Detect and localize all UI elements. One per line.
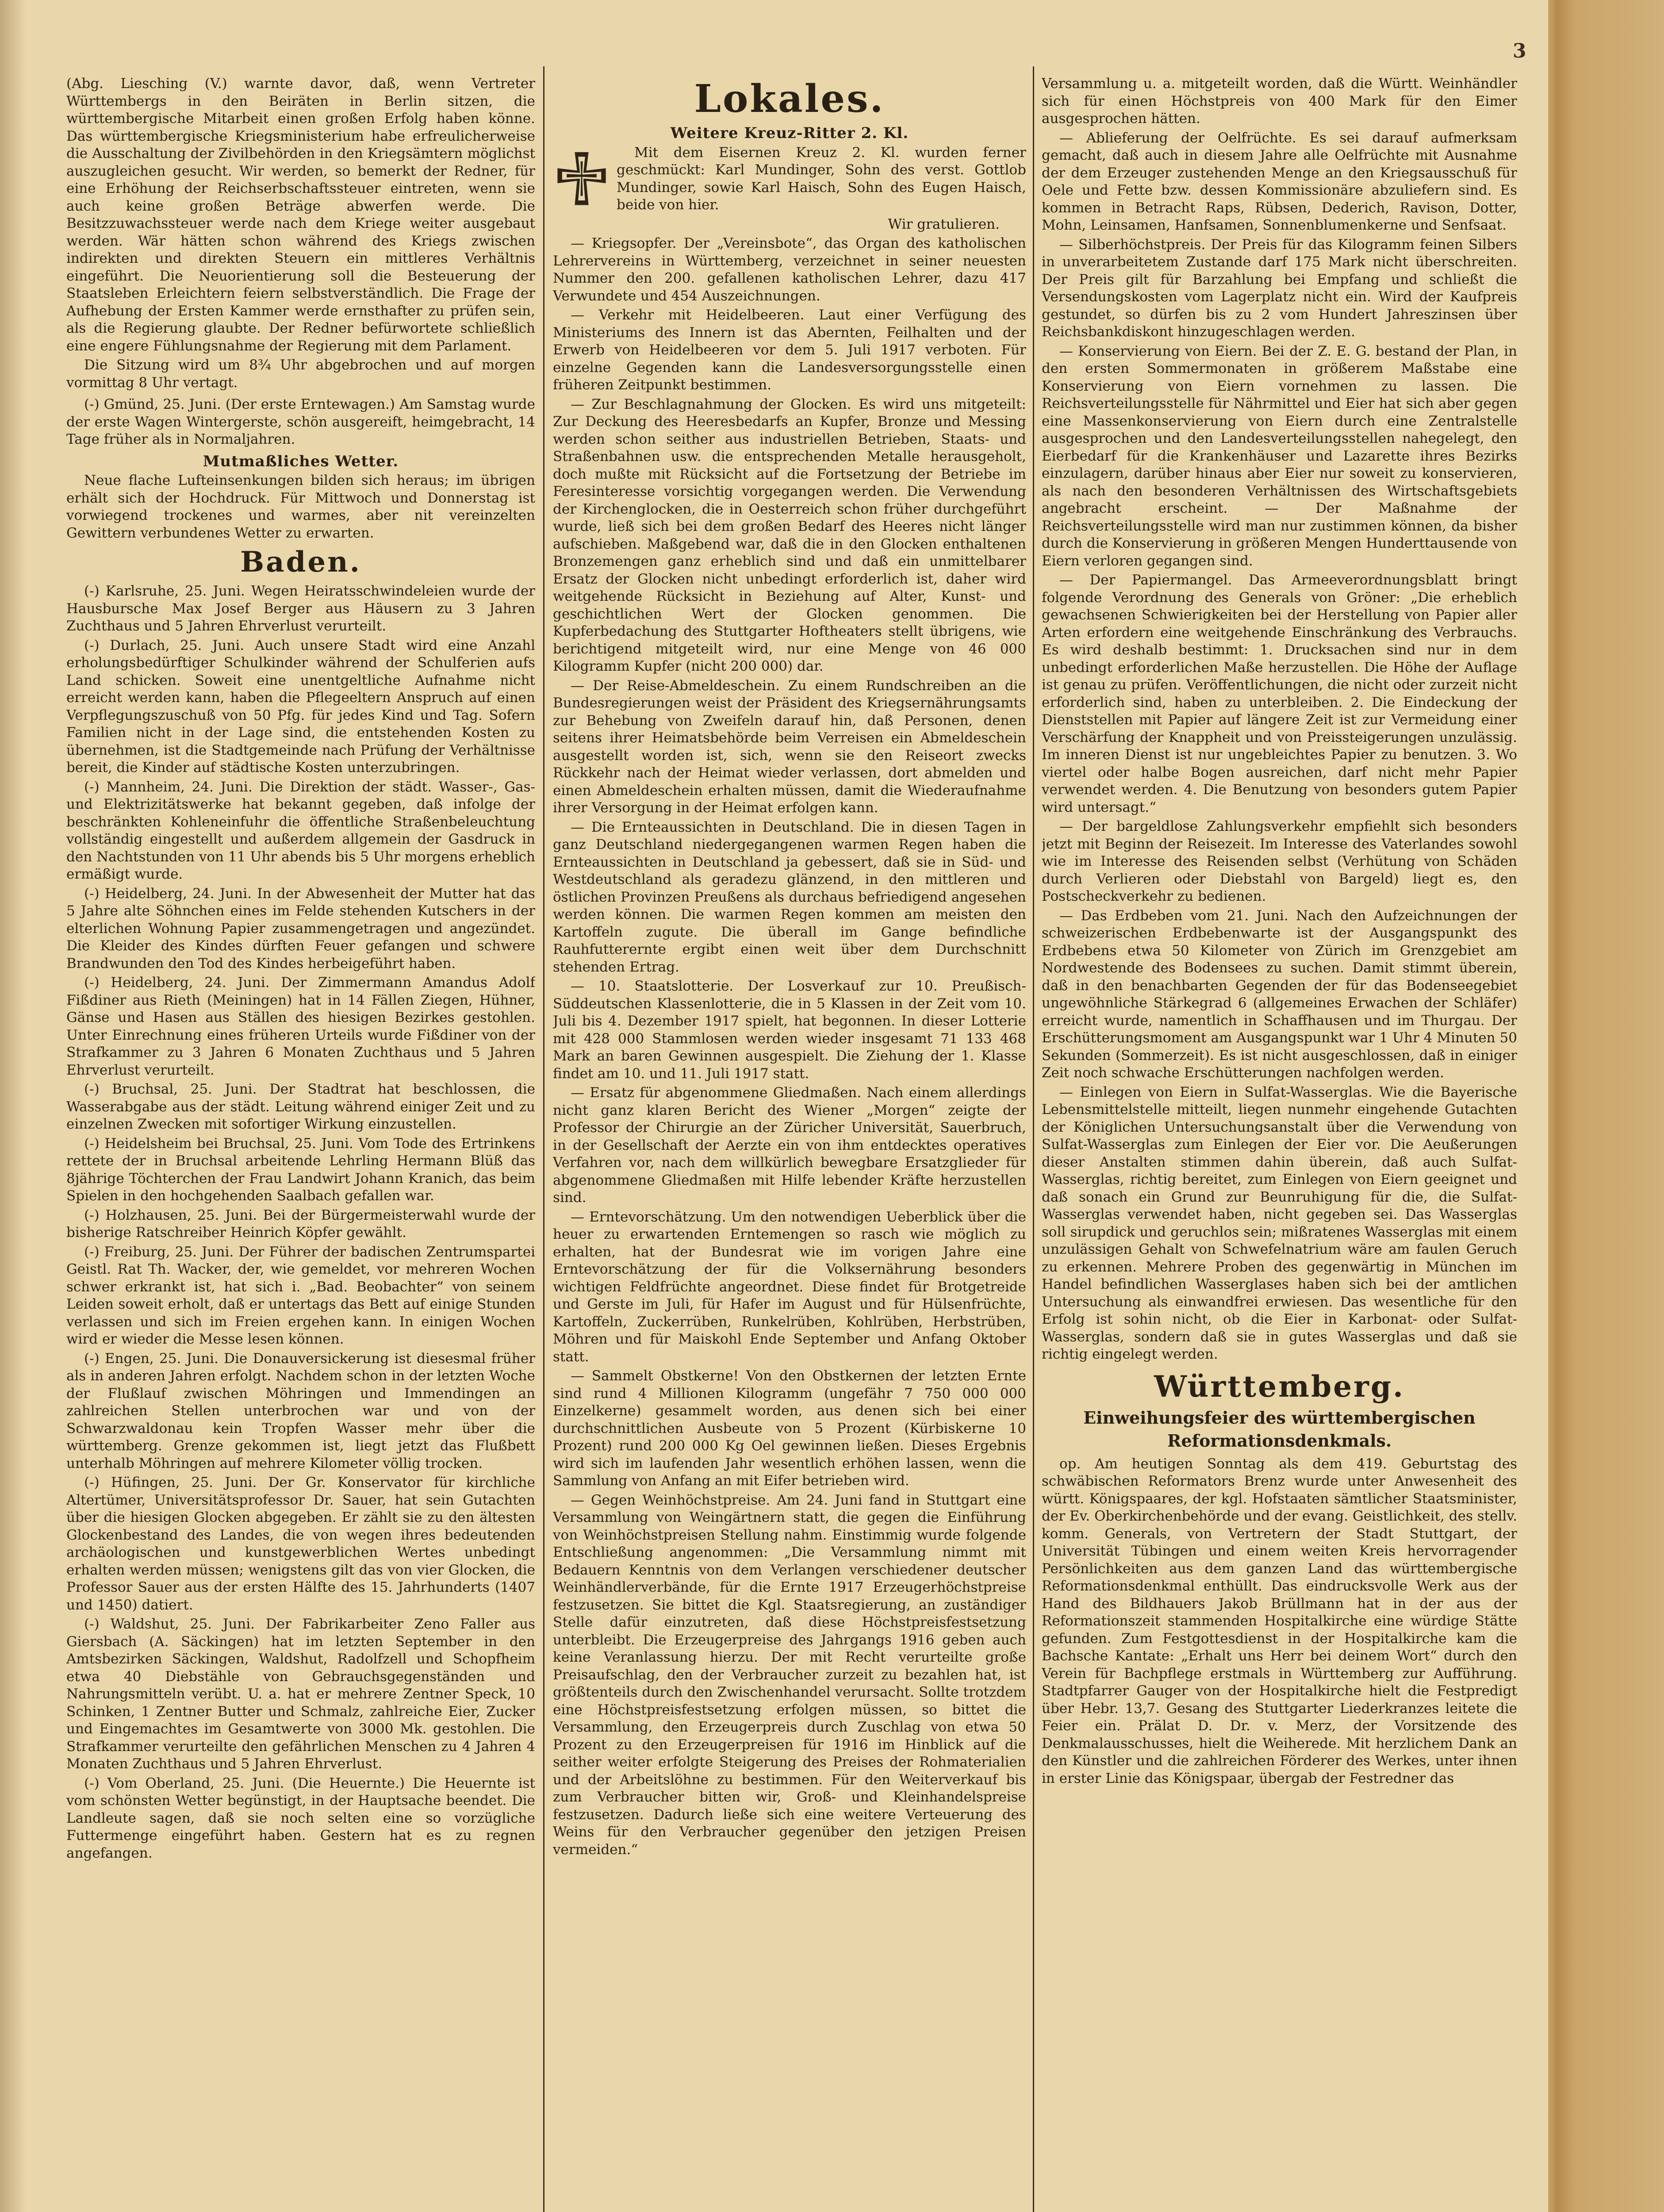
article-text: Versammlung u. a. mitgeteilt worden, daß die Württ. Weinhändler sich für einen Höchstpreis von 400 Mark für den Eimer ausgesprochen hätten. <box>1042 76 1517 127</box>
page-edge <box>1548 0 1664 2212</box>
article-text: (Abg. Liesching (V.) warnte davor, daß, wenn Vertreter Württembergs in den Beiräten in Berlin sitzen, die württembergische Mitarbeit einen großen Erfolg haben könne. Das württembergische Kriegsministerium habe erfreulicherweise die Ausschaltung der Zivilbehörden in den Kriegsämtern möglichst auszugleichen gesucht. Wir werden, so bemerkt der Redner, für eine Erhöhung der Reichserbschaftssteuer eintreten, wenn sie auch keine großen Beträge abwerfen werde. Die Besitzzuwachssteuer werde nach dem Kriege weiter ausgebaut werden. Wär hätten schon während des Kriegs zwischen indirekten und direkten Steuern ein mittleres Verhältnis eingeführt. Die Neuorientierung soll die Besteuerung der Staatsleben Erleichtern feiern selbstverständlich. Die Frage der Aufhebung der Ersten Kammer werde ernsthafter zu prüfen sein, als die Regierung glaubte. Der Redner befürwortete schließlich eine engere Fühlungsnahme der Regierung mit dem Parlament. <box>66 76 535 354</box>
article-reformationsdenkmal: op. Am heutigen Sonntag als dem 419. Geburtstag des schwäbischen Reformators Brenz wurde unter Anwesenheit des württ. Königspaares, der kgl. Hofstaaten sämtlicher Staatsminister, der Ev. Oberkirchenbehörde und der evang. Geistlichkeit, des stellv. komm. Generals, von Vertretern der Stadt Stuttgart, der Universität Tübingen und einem weiten Kreis hervorragender Persönlichkeiten aus dem ganzen Land das württembergische Reformationsdenkmal enthüllt. Das eindrucksvolle Werk aus der Hand des Bildhauers Jakob Brüllmann hat in der aus der Reformationszeit stammenden Hospitalkirche eine würdige Stätte gefunden. Zum Festgottesdienst in der Hospitalkirche kam die Bachsche Kantate: „Erhalt uns Herr bei deinem Wort“ durch den Verein für Bachpflege erstmals in Württemberg zur Aufführung. Stadtpfarrer Gauger von der Hospitalkirche hielt die Festpredigt über Hebr. 13,7. Gesang des Stuttgarter Liederkranzes leitete die Feier ein. Prälat D. Dr. v. Merz, der Vorsitzende des Denkmalausschusses, hielt die Weiherede. Mit herzlichem Dank an den Künstler und die zahlreichen Förderer des Werkes, unter ihnen in erster Linie das Königspaar, übergab der Festredner das <box>1042 1455 1517 1786</box>
article-zahlung: — Der bargeldlose Zahlungsverkehr empfiehlt sich besonders jetzt mit Beginn der Reisezeit. Im Interesse des Vaterlandes sowohl wie im Interesse des Reisenden selbst (Verhütung von Schäden durch Verlieren oder Diebstahl von Bargeld) liegt es, den Postscheckverkehr zu bedienen. <box>1042 818 1517 904</box>
article-lotterie: — 10. Staatslotterie. Der Losverkauf zur 10. Preußisch-Süddeutschen Klassenlotterie, die in 5 Klassen in der Zeit vom 10. Juli bis 4. Dezember 1917 spielt, hat begonnen. In dieser Lotterie mit 428 000 Stammlosen werden wieder insgesamt 71 133 468 Mark an baren Gewinnen ausgespielt. Die Ziehung der 1. Klasse findet am 10. und 11. Juli 1917 statt. <box>553 978 1026 1082</box>
article-heidelbeeren: — Verkehr mit Heidelbeeren. Laut einer Verfügung des Ministeriums des Innern ist das Abernten, Feilhalten und der Erwerb von Heidelbeeren vor dem 5. Juli 1917 verboten. Für einzelne Gegenden kann die Landesversorgungsstelle einen früheren Zeitpunkt bestimmen. <box>553 307 1026 393</box>
column-3 <box>1042 75 1517 2212</box>
article-bruchsal: (-) Bruchsal, 25. Juni. Der Stadtrat hat beschlossen, die Wasserabgabe aus der städt. Leitung während einiger Zeit und zu einzelnen Zwecken mit sofortiger Wirkung einzustellen. <box>66 1081 535 1132</box>
article-mannheim: (-) Mannheim, 24. Juni. Die Direktion der städt. Wasser-, Gas- und Elektrizitätswerke hat bekannt gegeben, daß infolge der beschränkten Kohleneinfuhr die öffentliche Straßenbeleuchtung vollständig eingestellt und außerdem allgemein der Gasdruck in den Nachtstunden von 11 Uhr abends bis 5 Uhr morgens erheblich ermäßigt wurde. <box>66 779 535 882</box>
article-freiburg: (-) Freiburg, 25. Juni. Der Führer der badischen Zentrumspartei Geistl. Rat Th. Wacker, der, wie gemeldet, vor mehreren Wochen schwer erkrankt ist, hat sich i. „Bad. Beobachter“ von seinem Leiden soweit erholt, daß er untertags das Bett auf einige Stunden verlassen und sich im Freien ergehen kann. In einigen Wochen wird er wieder die Messe lesen können. <box>66 1244 535 1347</box>
article-holzhausen: (-) Holzhausen, 25. Juni. Bei der Bürgermeisterwahl wurde der bisherige Ratschreiber Heinrich Köpfer gewählt. <box>66 1207 535 1240</box>
page-number: 3 <box>1513 40 1526 62</box>
section-title-wuerttemberg: Württemberg. <box>1154 1369 1405 1404</box>
article-heidelsheim: (-) Heidelsheim bei Bruchsal, 25. Juni. Vom Tode des Ertrinkens rettete der in Bruchsal arbeitende Lehrling Hermann Blüß das 8jährige Töchterchen der Frau Landwirt Johann Kranich, das beim Spielen in den hochgehenden Saalbach gefallen war. <box>66 1135 535 1204</box>
article-oberland: (-) Vom Oberland, 25. Juni. (Die Heuernte.) Die Heuernte ist vom schönsten Wetter begünstigt, in der Hauptsache beendet. Die Landleute sagen, daß sie noch selten eine so vorzügliche Futtermenge eingeführt haben. Gestern hat es zu regnen angefangen. <box>66 1775 535 1861</box>
article-reise: — Der Reise-Abmeldeschein. Zu einem Rundschreiben an die Bundesregierungen weist der Präsident des Kriegsernährungsamts zur Behebung von Zweifeln darauf hin, daß Personen, denen seitens ihrer Heimatsbehörde beim Verreisen ein Abmeldeschein ausgestellt worden ist, sich, wenn sie den Reiseort zwecks Rückkehr nach der Heimat wieder verlassen, dort abmelden und einen Abmeldeschein erhalten müssen, damit die Wiederaufnahme ihrer Versorgung in der Heimat erfolgen kann. <box>553 677 1026 816</box>
article-huefingen: (-) Hüfingen, 25. Juni. Der Gr. Konservator für kirchliche Altertümer, Universitätsprofessor Dr. Sauer, hat sein Gutachten über die hiesigen Glocken abgegeben. Er zählt sie zu den ältesten Glockenbestand des Landes, die von wegen ihres bedeutenden archäologischen und kunstgewerblichen Wertes unbedingt erhalten werden müssen; wenigstens gilt das von vier Glocken, die Professor Sauer aus der ersten Hälfte des 15. Jahrhunderts (1407 und 1450) datiert. <box>66 1475 535 1613</box>
section-heading: Einweihungsfeier des württembergischen <box>1083 1407 1476 1428</box>
article-heidelberg: (-) Heidelberg, 24. Juni. Der Zimmermann Amandus Adolf Fißdiner aus Rieth (Meiningen) hat in 14 Fällen Ziegen, Hühner, Gänse und Hasen aus Ställen des hiesigen Bezirkes gestohlen. Unter Einrechnung eines früheren Urteils wurde Fißdiner von der Strafkammer zu 3 Jahren 6 Monaten Zuchthaus und 5 Jahren Ehrverlust verurteilt. <box>66 975 535 1078</box>
article-silber: — Silberhöchstpreis. Der Preis für das Kilogramm feinen Silbers in unverarbeitetem Zustande darf 175 Mark nicht überschreiten. Der Preis gilt für Barzahlung bei Empfang und schließt die Versendungskosten vom Lagerplatz nicht ein. Wird der Kaufpreis gestundet, so dürfen bis zu 2 vom Hundert Jahreszinsen über Reichsbankdiskont hinzugeschlagen werden. <box>1042 236 1517 340</box>
article-glieder: — Ersatz für abgenommene Gliedmaßen. Nach einem allerdings nicht ganz klaren Bericht des Wiener „Morgen“ zeigte der Professor der Chirurgie an der Züricher Universität, Sauerbruch, in der Gesellschaft der Aerzte ein von ihm entdecktes operatives Verfahren vor, nach dem willkürlich bewegbare Ersatzglieder für abgenommene Gliedmaßen mit Hilfe lebender Kräfte herzustellen sind. <box>553 1085 1026 1206</box>
column-1 <box>66 75 535 2212</box>
article-durlach: (-) Durlach, 25. Juni. Auch unsere Stadt wird eine Anzahl erholungsbedürftiger Schulkinder während der Schulferien aufs Land schicken. Soweit eine unentgeltliche Aufnahme nicht erreicht werden kann, haben die Pflegeeltern Anspruch auf einen Verpflegungszuschuß von 50 Pfg. für jedes Kind und Tag. Sofern Familien nicht in der Lage sind, die entstehenden Kosten zu übernehmen, ist die Stadtgemeinde nach Prüfung der Verhältnisse bereit, die Kinder auf städtische Kosten unterzubringen. <box>66 637 535 776</box>
article-weather: Neue flache Lufteinsenkungen bilden sich heraus; im übrigen erhält sich der Hochdruck. Für Mittwoch und Donnerstag ist vorwiegend trockenes und warmes, aber nit vereinzelten Gewittern verbundenes Wetter zu erwarten. <box>66 472 535 541</box>
article-obstkerne: — Sammelt Obstkerne! Von den Obstkernen der letzten Ernte sind rund 4 Millionen Kilogramm (ungefähr 7 750 000 000 Einzelkerne) gesammelt worden, aus denen sich bei einer durchschnittlichen Ausbeute von 5 Prozent (Kürbiskerne 10 Prozent) rund 200 000 Kg Oel gewinnen ließen. Dieses Ergebnis wird sich im laufenden Jahr wesentlich erhöhen lassen, wenn die Sammlung von Anfang an mit Eifer betrieben wird. <box>553 1368 1026 1489</box>
section-heading: Weitere Kreuz-Ritter 2. Kl. <box>670 124 909 142</box>
article-wein: — Gegen Weinhöchstpreise. Am 24. Juni fand in Stuttgart eine Versammlung von Weingärtnern statt, die gegen die Einführung von Weinhöchstpreisen Stellung nahm. Einstimmig wurde folgende Entschließung angenommen: „Die Versammlung nimmt mit Bedauern Kenntnis von dem Verlangen verschiedener deutscher Weinhändlerverbände, für die Ernte 1917 Erzeugerhöchstpreise festzusetzen. Sie bittet die Kgl. Staatsregierung, an zuständiger Stelle dafür einzutreten, daß diese Höchstpreisfestsetzung unterbleibt. Die Erzeugerpreise des Jahrgangs 1916 geben auch keine Veranlassung hierzu. Der mit Recht verurteilte große Preisaufschlag, den der Verbraucher zurzeit zu bezahlen hat, ist größtenteils durch den Zwischenhandel verursacht. Sollte trotzdem eine Höchstpreisfestsetzung erfolgen müssen, so bittet die Versammlung, den Erzeugerpreis durch Zuschlag von etwa 50 Prozent zu den Erzeugerpreisen für 1916 im Hinblick auf die seither weiter erfolgte Steigerung des Preises der Rohmaterialien und der Arbeitslöhne zu bestimmen. Für den Weiterverkauf bis zum Verbraucher bitten wir, Groß- und Kleinhandelspreise festzusetzen. Dadurch ließe sich eine weitere Verteuerung des Weins für den Verbraucher gegenüber den jetzigen Preisen vermeiden.“ <box>553 1492 1026 1858</box>
column-2 <box>553 75 1026 2212</box>
article-gmuend: (-) Gmünd, 25. Juni. (Der erste Erntewagen.) Am Samstag wurde der erste Wagen Wintergerste, schön ausgereift, heimgebracht, 14 Tage früher als in Normaljahren. <box>66 396 535 447</box>
article-erdbeben: — Das Erdbeben vom 21. Juni. Nach den Aufzeichnungen der schweizerischen Erdbebenwarte ist der Ausgangspunkt des Erdbebens etwa 50 Kilometer von Zürich im Grenzgebiet am Nordwestende des Bodensees zu suchen. Damit stimmt überein, daß in den benachbarten Gegenden der für das Bodenseegebiet ungewöhnliche Stärkegrad 6 (allgemeines Erwachen der Schläfer) erreicht wurde, namentlich in Schaffhausen und im Thurgau. Der Erschütterungsmoment am Ausgangspunkt war 1 Uhr 4 Minuten 50 Sekunden (Sommerzeit). Es ist nicht ausgeschlossen, daß in einiger Zeit noch schwache Erschütterungen nachfolgen werden. <box>1042 907 1517 1081</box>
article-engen: (-) Engen, 25. Juni. Die Donauversickerung ist diesesmal früher als in anderen Jahren erfolgt. Nachdem schon in der letzten Woche der Flußlauf zwischen Möhringen und Immendingen an zahlreichen Stellen unterbrochen war und von der Schwarzwaldonau kein Tropfen Wasser mehr über die württemberg. Grenze gekommen ist, liegt jetzt das Flußbett unterhalb Möhringen auf mehrere Kilometer völlig trocken. <box>66 1350 535 1471</box>
section-heading: Reformationsdenkmals. <box>1167 1430 1392 1451</box>
article-sulfat: — Einlegen von Eiern in Sulfat-Wasserglas. Wie die Bayerische Lebensmittelstelle mitteilt, liegen nunmehr eingehende Gutachten der Königlichen Untersuchungsanstalt über die Verwendung von Sulfat-Wasserglas zum Einlegen der Eier vor. Die Aeußerungen dieser Anstalten stimmen dahin überein, daß auch Sulfat-Wasserglas, richtig bereitet, zum Einlegen von Eiern geeignet und daß sonach ein Grund zur Beunruhigung für die, die Sulfat-Wasserglas verwendet haben, nicht gegeben sei. Das Wasserglas soll sirupdick und geruchlos sein; mißratenes Wasserglas mit einem unzulässigen Gehalt von Schwefelnatrium wäre am faulen Geruch zu erkennen. Mehrere Proben des gegenwärtig in München im Handel befindlichen Wasserglases haben sich bei der amtlichen Untersuchung als einwandfrei erwiesen. Das wesentliche für den Erfolg ist sohin nicht, ob die Eier in Karbonat- oder Sulfat-Wasserglas, sondern daß sie in gutes Wasserglas und daß sie richtig eingelegt werden. <box>1042 1084 1517 1362</box>
section-title-lokales: Lokales. <box>694 77 885 121</box>
article-waldshut: (-) Waldshut, 25. Juni. Der Fabrikarbeiter Zeno Faller aus Giersbach (A. Säckingen) hat im letzten September in den Amtsbezirken Säckingen, Waldshut, Radolfzell und Schopfheim etwa 40 Diebstähle von Gebrauchsgegenständen und Nahrungsmitteln verübt. U. a. hat er mehrere Zentner Speck, 10 Schinken, 1 Zentner Butter und Schmalz, zahlreiche Eier, Zucker und Eingemachtes im Gesamtwerte von 3000 Mk. gestohlen. Die Strafkammer verurteilte den gefährlichen Menschen zu 4 Jahren 4 Monaten Zuchthaus und 5 Jahren Ehrverlust. <box>66 1616 535 1772</box>
article-oelfruechte: — Ablieferung der Oelfrüchte. Es sei darauf aufmerksam gemacht, daß auch in diesem Jahre alle Oelfrüchte mit Ausnahme der dem Erzeuger zustehenden Menge an den Kriegsausschuß für Oele und Fette bzw. dessen Kommissionäre abzuliefern sind. Es kommen in Betracht Raps, Rübsen, Dederich, Ravison, Dotter, Mohn, Leinsamen, Hanfsamen, Sonnenblumenkerne und Senfsaat. <box>1042 130 1517 233</box>
article-glocken: — Zur Beschlagnahmung der Glocken. Es wird uns mitgeteilt: Zur Deckung des Heeresbedarfs an Kupfer, Bronze und Messing werden schon seither aus industriellen Betrieben, Staats- und Straßenbahnen usw. die entsprechenden Metalle herausgeholt, doch mußte mit Rücksicht auf die Fortsetzung der Betriebe im Feresinteresse vorsichtig vorgegangen werden. Die Verwendung der Kirchenglocken, die in Oesterreich schon früher durchgeführt wurde, ließ sich bei dem großen Bedarf des Heeres nicht länger aufschieben. Maßgebend war, daß die in den Glocken enthaltenen Bronzemengen ganz erheblich sind und daß ein unmittelbarer Ersatz der Glocken nicht unbedingt erforderlich ist, daher wird weitgehende Rücksicht in Beziehung auf Alter, Kunst- und geschichtlichen Wert der Glocken genommen. Die Kupferbedachung des Stuttgarter Hoftheaters stellt übrigens, wie berichtigend mitgeteilt wird, nur eine Menge von 46 000 Kilogramm Kupfer (nicht 200 000) dar. <box>553 396 1026 674</box>
iron-cross-icon <box>553 146 610 212</box>
gratulation: Wir gratulieren. <box>888 216 1000 232</box>
article-papier: — Der Papiermangel. Das Armeeverordnungsblatt bringt folgende Verordnung des Generals von Gröner: „Die erheblich gewachsenen Schwierigkeiten bei der Herstellung von Papier aller Arten erfordern eine weitgehende Einschränkung des Verbrauchs. Es wird deshalb bestimmt: 1. Drucksachen sind nur in dem unbedingt erforderlichen Maße herzustellen. Die Höhe der Auflage ist genau zu prüfen. Veröffentlichungen, die nicht oder zurzeit nicht erforderlich sind, haben zu unterbleiben. 2. Die Eindeckung der Dienststellen mit Papier auf längere Zeit ist zur Vermeidung einer Verschärfung der Knappheit und von Preissteigerungen unzulässig. Im inneren Dienst ist nur ungebleichtes Papier zu benutzen. 3. Wo viertel oder halbe Bogen ausreichen, darf nicht mehr Papier verwendet werden. 4. Die Benutzung von besonders gutem Papier wird untersagt.“ <box>1042 572 1517 815</box>
section-heading: Mutmaßliches Wetter. <box>203 452 399 470</box>
column-rule <box>543 66 544 2212</box>
article-kriegsopfer: — Kriegsopfer. Der „Vereinsbote“, das Organ des katholischen Lehrervereins in Württemberg, verzeichnet in seiner neuesten Nummer den 200. gefallenen katholischen Lehrer, dazu 417 Verwundete und 454 Auszeichnungen. <box>553 235 1026 304</box>
column-rule <box>1033 66 1034 2212</box>
section-title-baden: Baden. <box>240 545 361 579</box>
article-ernteschaetzung: — Erntevorschätzung. Um den notwendigen Ueberblick über die heuer zu erwartenden Erntemengen so rasch wie möglich zu erhalten, hat der Bundesrat wie im vorigen Jahre eine Erntevorschätzung der für die Volksernährung besonders wichtigen Feldfrüchte angeordnet. Diese findet für Brotgetreide und Gerste im Juli, für Hafer im August und für Hülsenfrüchte, Kartoffeln, Zuckerrüben, Runkelrüben, Kohlrüben, Herbstrüben, Möhren und für Maiskohl Ende September und Anfang Oktober statt. <box>553 1209 1026 1365</box>
article-karlsruhe: (-) Karlsruhe, 25. Juni. Wegen Heiratsschwindeleien wurde der Hausbursche Max Josef Berger aus Häusern zu 3 Jahren Zuchthaus und 5 Jahren Ehrverlust verurteilt. <box>66 583 535 634</box>
article-heidelberg: (-) Heidelberg, 24. Juni. In der Abwesenheit der Mutter hat das 5 Jahre alte Söhnchen eines im Felde stehenden Kutschers in der elterlichen Wohnung Papier zusammengetragen und angezündet. Die Kleider des Kindes dürften Feuer gefangen und schwere Brandwunden den Tod des Kindes herbeigeführt haben. <box>66 885 535 972</box>
article-ritter: Mit dem Eisernen Kreuz 2. Kl. wurden ferner geschmückt: Karl Mundinger, Sohn des verst. Gottlob Mundinger, sowie Karl Haisch, Sohn des Eugen Haisch, beide von hier. <box>617 144 1026 213</box>
article-text: Die Sitzung wird um 8¾ Uhr abgebrochen und auf morgen vormittag 8 Uhr vertagt. <box>66 357 535 391</box>
article-ernte: — Die Ernteaussichten in Deutschland. Die in diesen Tagen in ganz Deutschland niedergegangenen warmen Regen haben die Ernteaussichten in Deutschland ja gebessert, daß sie in Süd- und Westdeutschland als geradezu glänzend, in den mittleren und östlichen Provinzen Preußens als durchaus befriedigend angesehen werden können. Die warmen Regen kommen am meisten den Kartoffeln zugute. Die überall im Gange befindliche Rauhfutterernte ergibt einen weit über dem Durchschnitt stehenden Ertrag. <box>553 819 1026 975</box>
article-eier: — Konservierung von Eiern. Bei der Z. E. G. bestand der Plan, in den ersten Sommermonaten in größerem Maßstabe eine Konservierung von Eiern vornehmen zu lassen. Die Reichsverteilungsstelle für Nährmittel und Eier hat sich aber gegen eine Massenkonservierung von Eiern durch eine Zentralstelle ausgesprochen und den Landesverteilungsstellen nahegelegt, den Eierbedarf für die Krankenhäuser und Lazarette ihres Bezirks einzulagern, darüber hinaus aber Eier nur soweit zu konservieren, als nach den besonderen Verhältnissen des Wirtschaftsgebiets angebracht erscheint. — Der Maßnahme der Reichsverteilungsstelle wird man nur zustimmen können, da bisher durch die Konservierung in größeren Mengen Hunderttausende von Eiern verloren gegangen sind. <box>1042 343 1517 569</box>
